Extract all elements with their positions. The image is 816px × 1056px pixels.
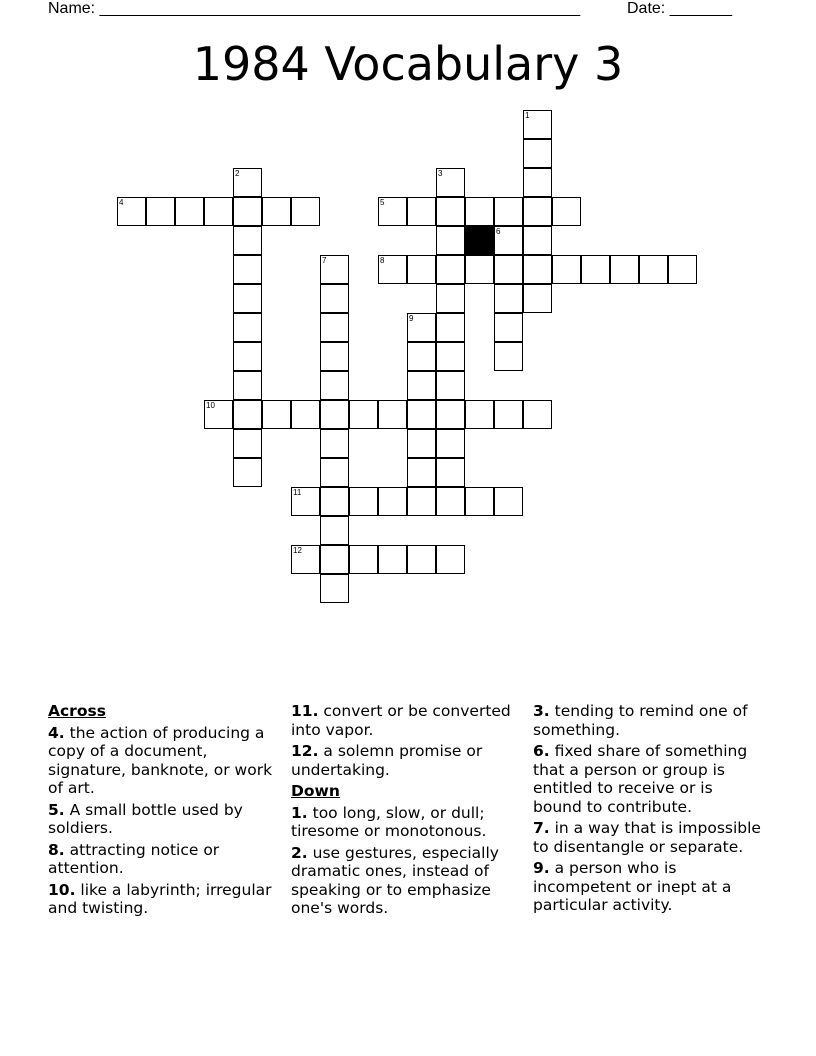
crossword-cell[interactable] [523, 139, 552, 168]
crossword-cell[interactable] [320, 284, 349, 313]
clue-down-9 [533, 859, 761, 915]
crossword-cell[interactable] [407, 313, 436, 342]
cell-number: 9 [409, 314, 414, 323]
cell-number: 3 [438, 169, 443, 178]
crossword-cell[interactable] [378, 400, 407, 429]
crossword-cell[interactable] [320, 313, 349, 342]
crossword-cell[interactable] [465, 255, 494, 284]
crossword-cell[interactable] [407, 255, 436, 284]
cell-number: 8 [380, 256, 385, 265]
clue-down-3 [533, 702, 761, 739]
clue-down-1 [291, 804, 519, 841]
crossword-cell[interactable] [233, 197, 262, 226]
clue-number: 3. [533, 702, 550, 720]
across-heading: Across [48, 702, 106, 720]
crossword-cell[interactable] [407, 487, 436, 516]
clue-down-2 [291, 844, 519, 918]
crossword-cell[interactable] [262, 400, 291, 429]
crossword-cell[interactable] [436, 371, 465, 400]
crossword-cell[interactable] [436, 313, 465, 342]
crossword-cell[interactable] [262, 197, 291, 226]
crossword-cell[interactable] [523, 284, 552, 313]
clue-number: 5. [48, 800, 65, 819]
crossword-cell[interactable] [233, 255, 262, 284]
crossword-cell[interactable] [233, 400, 262, 429]
clue-down-6 [533, 742, 761, 816]
crossword-cell[interactable] [436, 226, 465, 255]
crossword-cell[interactable] [436, 487, 465, 516]
crossword-cell[interactable] [552, 197, 581, 226]
crossword-cell[interactable] [465, 197, 494, 226]
crossword-cell[interactable] [407, 545, 436, 574]
crossword-cell[interactable] [523, 226, 552, 255]
crossword-cell[interactable] [494, 313, 523, 342]
cell-number: 10 [206, 401, 215, 410]
clue-number: 4. [48, 723, 65, 742]
page-title: 1984 Vocabulary 3 [192, 37, 624, 91]
cell-number: 6 [496, 227, 501, 236]
crossword-cell[interactable] [523, 168, 552, 197]
clue-number: 8. [48, 840, 65, 859]
crossword-cell[interactable] [494, 226, 523, 255]
crossword-cell[interactable] [233, 371, 262, 400]
clue-column-2 [291, 702, 519, 921]
crossword-cell[interactable] [494, 255, 523, 284]
clue-text: A small bottle used by soldiers. [48, 800, 243, 837]
crossword-cell[interactable] [407, 197, 436, 226]
crossword-cell[interactable] [436, 255, 465, 284]
clue-across-12 [291, 742, 519, 779]
crossword-cell[interactable] [610, 255, 639, 284]
crossword-cell[interactable] [523, 255, 552, 284]
clue-across-8 [48, 841, 276, 878]
crossword-cell[interactable] [291, 545, 320, 574]
clue-number: 7. [533, 819, 550, 837]
clue-column-1 [48, 702, 276, 921]
clue-across-10 [48, 881, 276, 918]
crossword-cell[interactable] [523, 400, 552, 429]
clue-text: use gestures, especially dramatic ones, instead of speaking or to emphasize one's words. [291, 843, 499, 917]
clue-number: 6. [533, 742, 550, 760]
clue-number: 1. [291, 803, 308, 822]
crossword-cell[interactable] [378, 487, 407, 516]
crossword-cell[interactable] [494, 197, 523, 226]
crossword-cell[interactable] [233, 168, 262, 197]
crossword-cell[interactable] [436, 429, 465, 458]
clue-text: tending to remind one of something. [533, 702, 748, 739]
crossword-cell[interactable] [320, 458, 349, 487]
crossword-cell[interactable] [494, 487, 523, 516]
crossword-cell[interactable] [320, 429, 349, 458]
crossword-cell[interactable] [436, 545, 465, 574]
crossword-cell[interactable] [233, 226, 262, 255]
clue-down-7 [533, 819, 761, 856]
down-heading: Down [291, 782, 340, 800]
crossword-cell[interactable] [465, 400, 494, 429]
cell-number: 7 [322, 256, 327, 265]
crossword-cell[interactable] [175, 197, 204, 226]
crossword-cell[interactable] [407, 429, 436, 458]
crossword-cell[interactable] [291, 197, 320, 226]
clue-text: too long, slow, or dull; tiresome or monotonous. [291, 803, 487, 840]
crossword-cell[interactable] [349, 545, 378, 574]
crossword-cell[interactable] [233, 284, 262, 313]
crossword-cell[interactable] [494, 400, 523, 429]
clue-number: 12. [291, 742, 319, 760]
crossword-cell[interactable] [494, 342, 523, 371]
crossword-cell[interactable] [320, 371, 349, 400]
crossword-cell[interactable] [523, 110, 552, 139]
clue-text: convert or be converted into vapor. [291, 702, 511, 739]
crossword-cell[interactable] [436, 284, 465, 313]
crossword-cell[interactable] [349, 487, 378, 516]
crossword-cell[interactable] [320, 487, 349, 516]
crossword-cell[interactable] [436, 458, 465, 487]
clue-number: 2. [291, 843, 308, 862]
crossword-cell[interactable] [436, 197, 465, 226]
cell-number: 2 [235, 169, 240, 178]
clue-across-5 [48, 801, 276, 838]
crossword-cell[interactable] [204, 197, 233, 226]
crossword-cell[interactable] [320, 400, 349, 429]
cell-number: 11 [293, 488, 302, 497]
clue-text: like a labyrinth; irregular and twisting. [48, 880, 272, 917]
name-field[interactable]: Name: ______________________________________________________ [48, 0, 581, 17]
crossword-cell[interactable] [523, 197, 552, 226]
crossword-cell[interactable] [378, 545, 407, 574]
crossword-cell[interactable] [494, 284, 523, 313]
crossword-cell[interactable] [320, 342, 349, 371]
clue-number: 10. [48, 880, 76, 899]
crossword-cell[interactable] [407, 458, 436, 487]
crossword-cell[interactable] [349, 400, 378, 429]
clue-across-11 [291, 702, 519, 739]
clue-text: the action of producing a copy of a document, signature, banknote, or work of art. [48, 723, 273, 797]
crossword-cell[interactable] [639, 255, 668, 284]
crossword-cell[interactable] [320, 516, 349, 545]
crossword-cell[interactable] [436, 400, 465, 429]
clue-column-3 [533, 702, 761, 918]
crossword-cell[interactable] [436, 342, 465, 371]
clue-text: a solemn promise or undertaking. [291, 742, 483, 779]
crossword-cell[interactable] [291, 487, 320, 516]
crossword-cell[interactable] [291, 400, 320, 429]
crossword-cell[interactable] [233, 342, 262, 371]
crossword-cell[interactable] [668, 255, 697, 284]
crossword-cell[interactable] [204, 400, 233, 429]
crossword-cell[interactable] [320, 255, 349, 284]
crossword-cell[interactable] [320, 545, 349, 574]
clue-number: 9. [533, 859, 550, 877]
cell-number: 5 [380, 198, 385, 207]
black-cell [465, 226, 494, 255]
cell-number: 4 [119, 198, 124, 207]
clue-across-4 [48, 724, 276, 798]
crossword-cell[interactable] [407, 342, 436, 371]
crossword-cell[interactable] [320, 574, 349, 603]
clue-number: 11. [291, 702, 319, 720]
crossword-cell[interactable] [407, 400, 436, 429]
crossword-cell[interactable] [407, 371, 436, 400]
crossword-cell[interactable] [233, 429, 262, 458]
date-field[interactable]: Date: _______ [627, 0, 732, 17]
crossword-cell[interactable] [378, 197, 407, 226]
clue-text: in a way that is impossible to disentangle or separate. [533, 819, 761, 856]
crossword-cell[interactable] [581, 255, 610, 284]
cell-number: 1 [525, 111, 530, 120]
crossword-cell[interactable] [117, 197, 146, 226]
crossword-cell[interactable] [436, 168, 465, 197]
crossword-cell[interactable] [233, 458, 262, 487]
crossword-cell[interactable] [378, 255, 407, 284]
clue-text: fixed share of something that a person or group is entitled to receive or is bound to contribute. [533, 742, 748, 816]
clue-text: attracting notice or attention. [48, 840, 220, 877]
crossword-cell[interactable] [552, 255, 581, 284]
crossword-cell[interactable] [233, 313, 262, 342]
crossword-cell[interactable] [146, 197, 175, 226]
cell-number: 12 [293, 546, 302, 555]
crossword-cell[interactable] [465, 487, 494, 516]
clue-text: a person who is incompetent or inept at a particular activity. [533, 859, 732, 914]
